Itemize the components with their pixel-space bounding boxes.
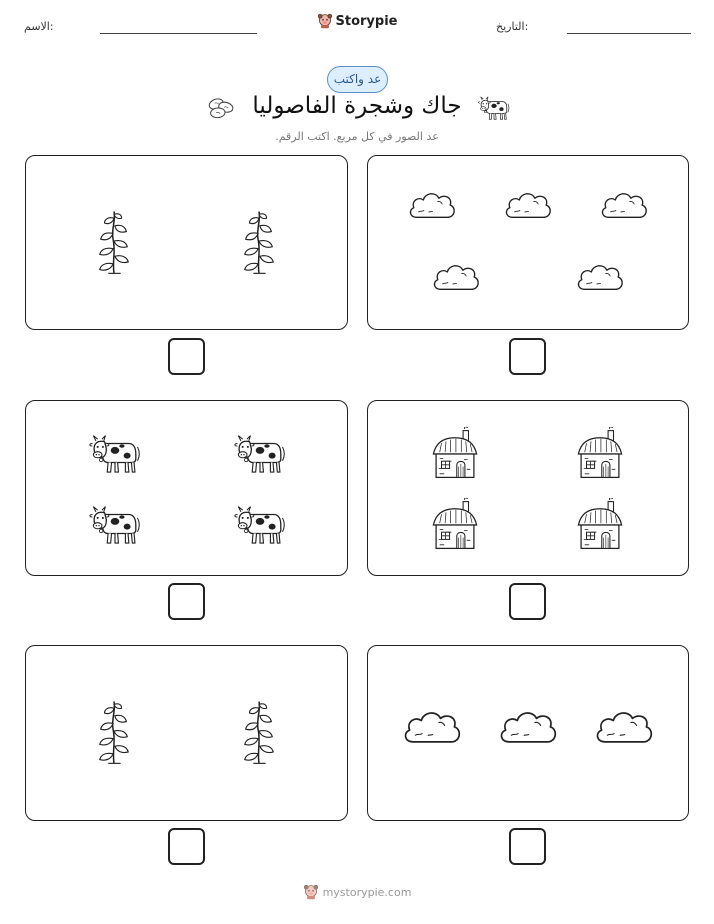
storypie-mascot-icon [303,884,319,900]
name-label: الاسم: [24,20,54,33]
cottage-icon [430,498,480,552]
worksheet-type-badge: عد واكتب [327,66,388,93]
beanstalk-icon [240,698,278,766]
cow-icon [89,502,141,546]
cloud-icon [430,260,482,296]
counting-panel-beanstalks-2 [25,645,348,821]
answer-box[interactable] [168,583,205,620]
answer-box[interactable] [509,828,546,865]
cloud-icon [574,260,626,296]
cow-icon [478,94,510,121]
cloud-icon [502,188,554,224]
date-line[interactable] [567,33,691,34]
cloud-icon [406,188,458,224]
footer-url[interactable]: mystorypie.com [322,885,412,899]
answer-box[interactable] [168,338,205,375]
answer-box[interactable] [509,583,546,620]
answer-box[interactable] [509,338,546,375]
cottage-icon [430,427,480,481]
instructions: عد الصور في كل مربع. اكتب الرقم. [275,130,439,143]
cloud-icon [496,706,560,750]
cloud-icon [400,706,464,750]
brand-name: Storypie [335,13,398,29]
cow-icon [234,431,286,475]
counting-panel-clouds-3 [367,645,689,821]
footer [0,884,714,904]
beanstalk-icon [95,208,133,276]
cow-icon [234,502,286,546]
counting-panel-cows-4 [25,400,348,576]
counting-panel-clouds-5 [367,155,689,330]
counting-panel-cottages-4 [367,400,689,576]
page-title: جاك وشجرة الفاصوليا [252,93,462,119]
beanstalk-icon [95,698,133,766]
brand-logo [0,13,714,33]
cottage-icon [575,498,625,552]
date-label: التاريخ: [496,20,529,33]
beanstalk-icon [240,208,278,276]
counting-panel-beanstalks-2 [25,155,348,330]
name-line[interactable] [100,33,257,34]
cloud-icon [598,188,650,224]
cloud-icon [592,706,656,750]
answer-box[interactable] [168,828,205,865]
storypie-mascot-icon [317,13,333,29]
cottage-icon [575,427,625,481]
cow-icon [89,431,141,475]
